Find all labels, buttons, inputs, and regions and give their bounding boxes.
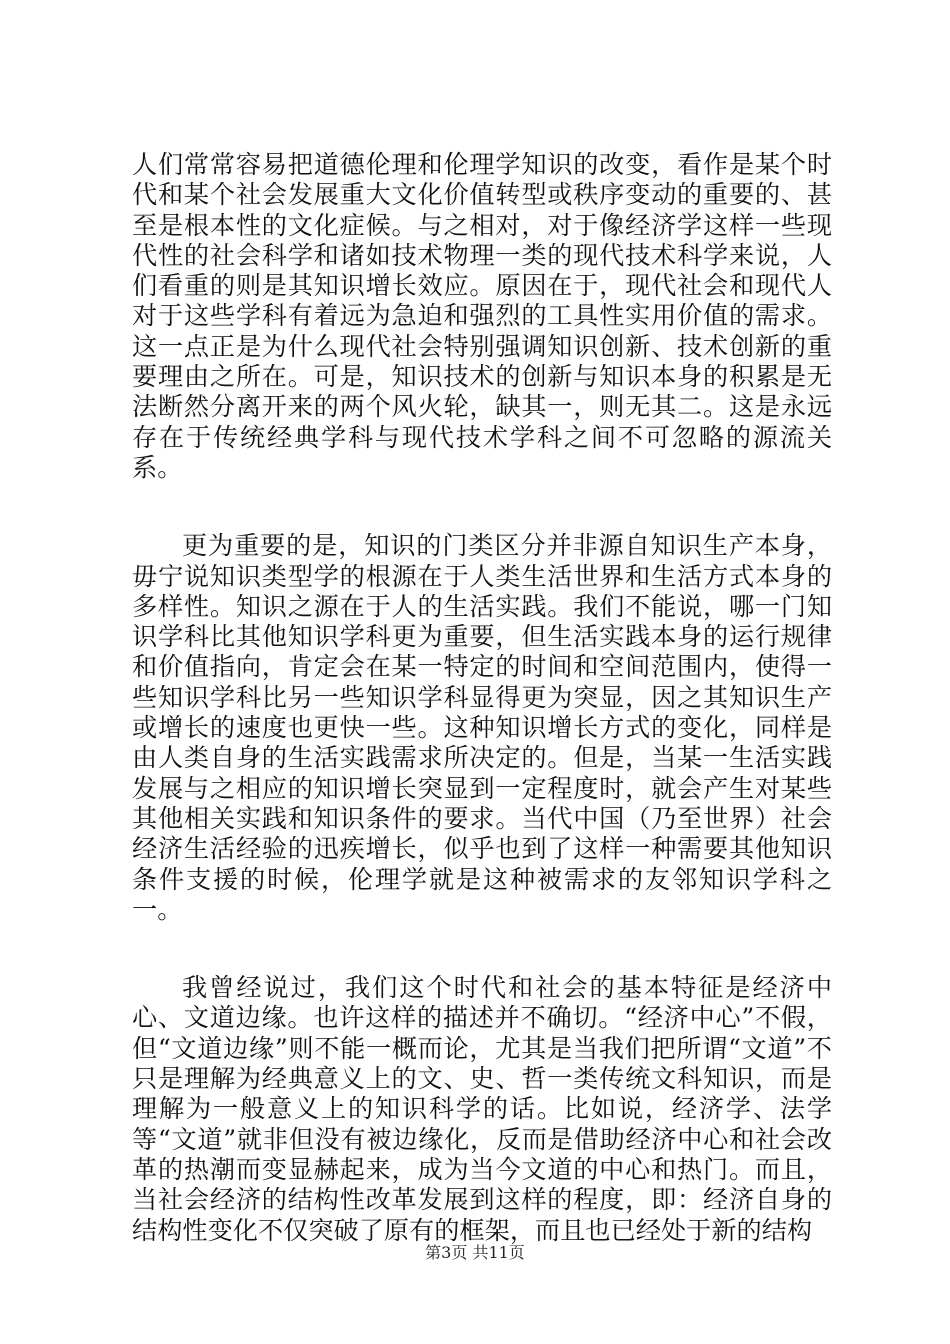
page-body — [132, 150, 832, 1246]
paragraph-1: 人们常常容易把道德伦理和伦理学知识的改变，看作是某个时代和某个社会发展重大文化价值转型或秩序变动的重要的、甚至是根本性的文化症候。与之相对，对于像经济学这样一些现代性的社会科学和诸如技术物理一类的现代技术科学来说，人们看重的则是其知识增长效应。原因在于，现代社会和现代人对于这些学科有着远为急迫和强烈的工具性实用价值的需求。这一点正是为什么现代社会特别强调知识创新、技术创新的重要理由之所在。可是，知识技术的创新与知识本身的积累是无法断然分离开来的两个风火轮，缺其一，则无其二。这是永远存在于传统经典学科与现代技术学科之间不可忽略的源流关系。 — [132, 150, 832, 482]
page-footer — [0, 1243, 950, 1263]
page-number-label: 第3页 共11页 — [425, 1243, 525, 1262]
paragraph-2: 更为重要的是，知识的门类区分并非源自知识生产本身，毋宁说知识类型学的根源在于人类生活世界和生活方式本身的多样性。知识之源在于人的生活实践。我们不能说，哪一门知识学科比其他知识学科更为重要，但生活实践本身的运行规律和价值指向，肯定会在某一特定的时间和空间范围内，使得一些知识学科比另一些知识学科显得更为突显，因之其知识生产或增长的速度也更快一些。这种知识增长方式的变化，同样是由人类自身的生活实践需求所决定的。但是，当某一生活实践发展与之相应的知识增长突显到一定程度时，就会产生对某些其他相关实践和知识条件的要求。当代中国（乃至世界）社会经济生活经验的迅疾增长，似乎也到了这样一种需要其他知识条件支援的时候，伦理学就是这种被需求的友邻知识学科之一。 — [132, 531, 832, 924]
paragraph-3: 我曾经说过，我们这个时代和社会的基本特征是经济中心、文道边缘。也许这样的描述并不确切。“经济中心”不假，但“文道边缘”则不能一概而论，尤其是当我们把所谓“文道”不只是理解为经典意义上的文、史、哲一类传统文科知识，而是理解为一般意义上的知识科学的话。比如说，经济学、法学等“文道”就非但没有被边缘化，反而是借助经济中心和社会改革的热潮而变显赫起来，成为当今文道的中心和热门。而且，当社会经济的结构性改革发展到这样的程度，即：经济自身的结构性变化不仅突破了原有的框架，而且也已经处于新的结构 — [132, 973, 832, 1245]
